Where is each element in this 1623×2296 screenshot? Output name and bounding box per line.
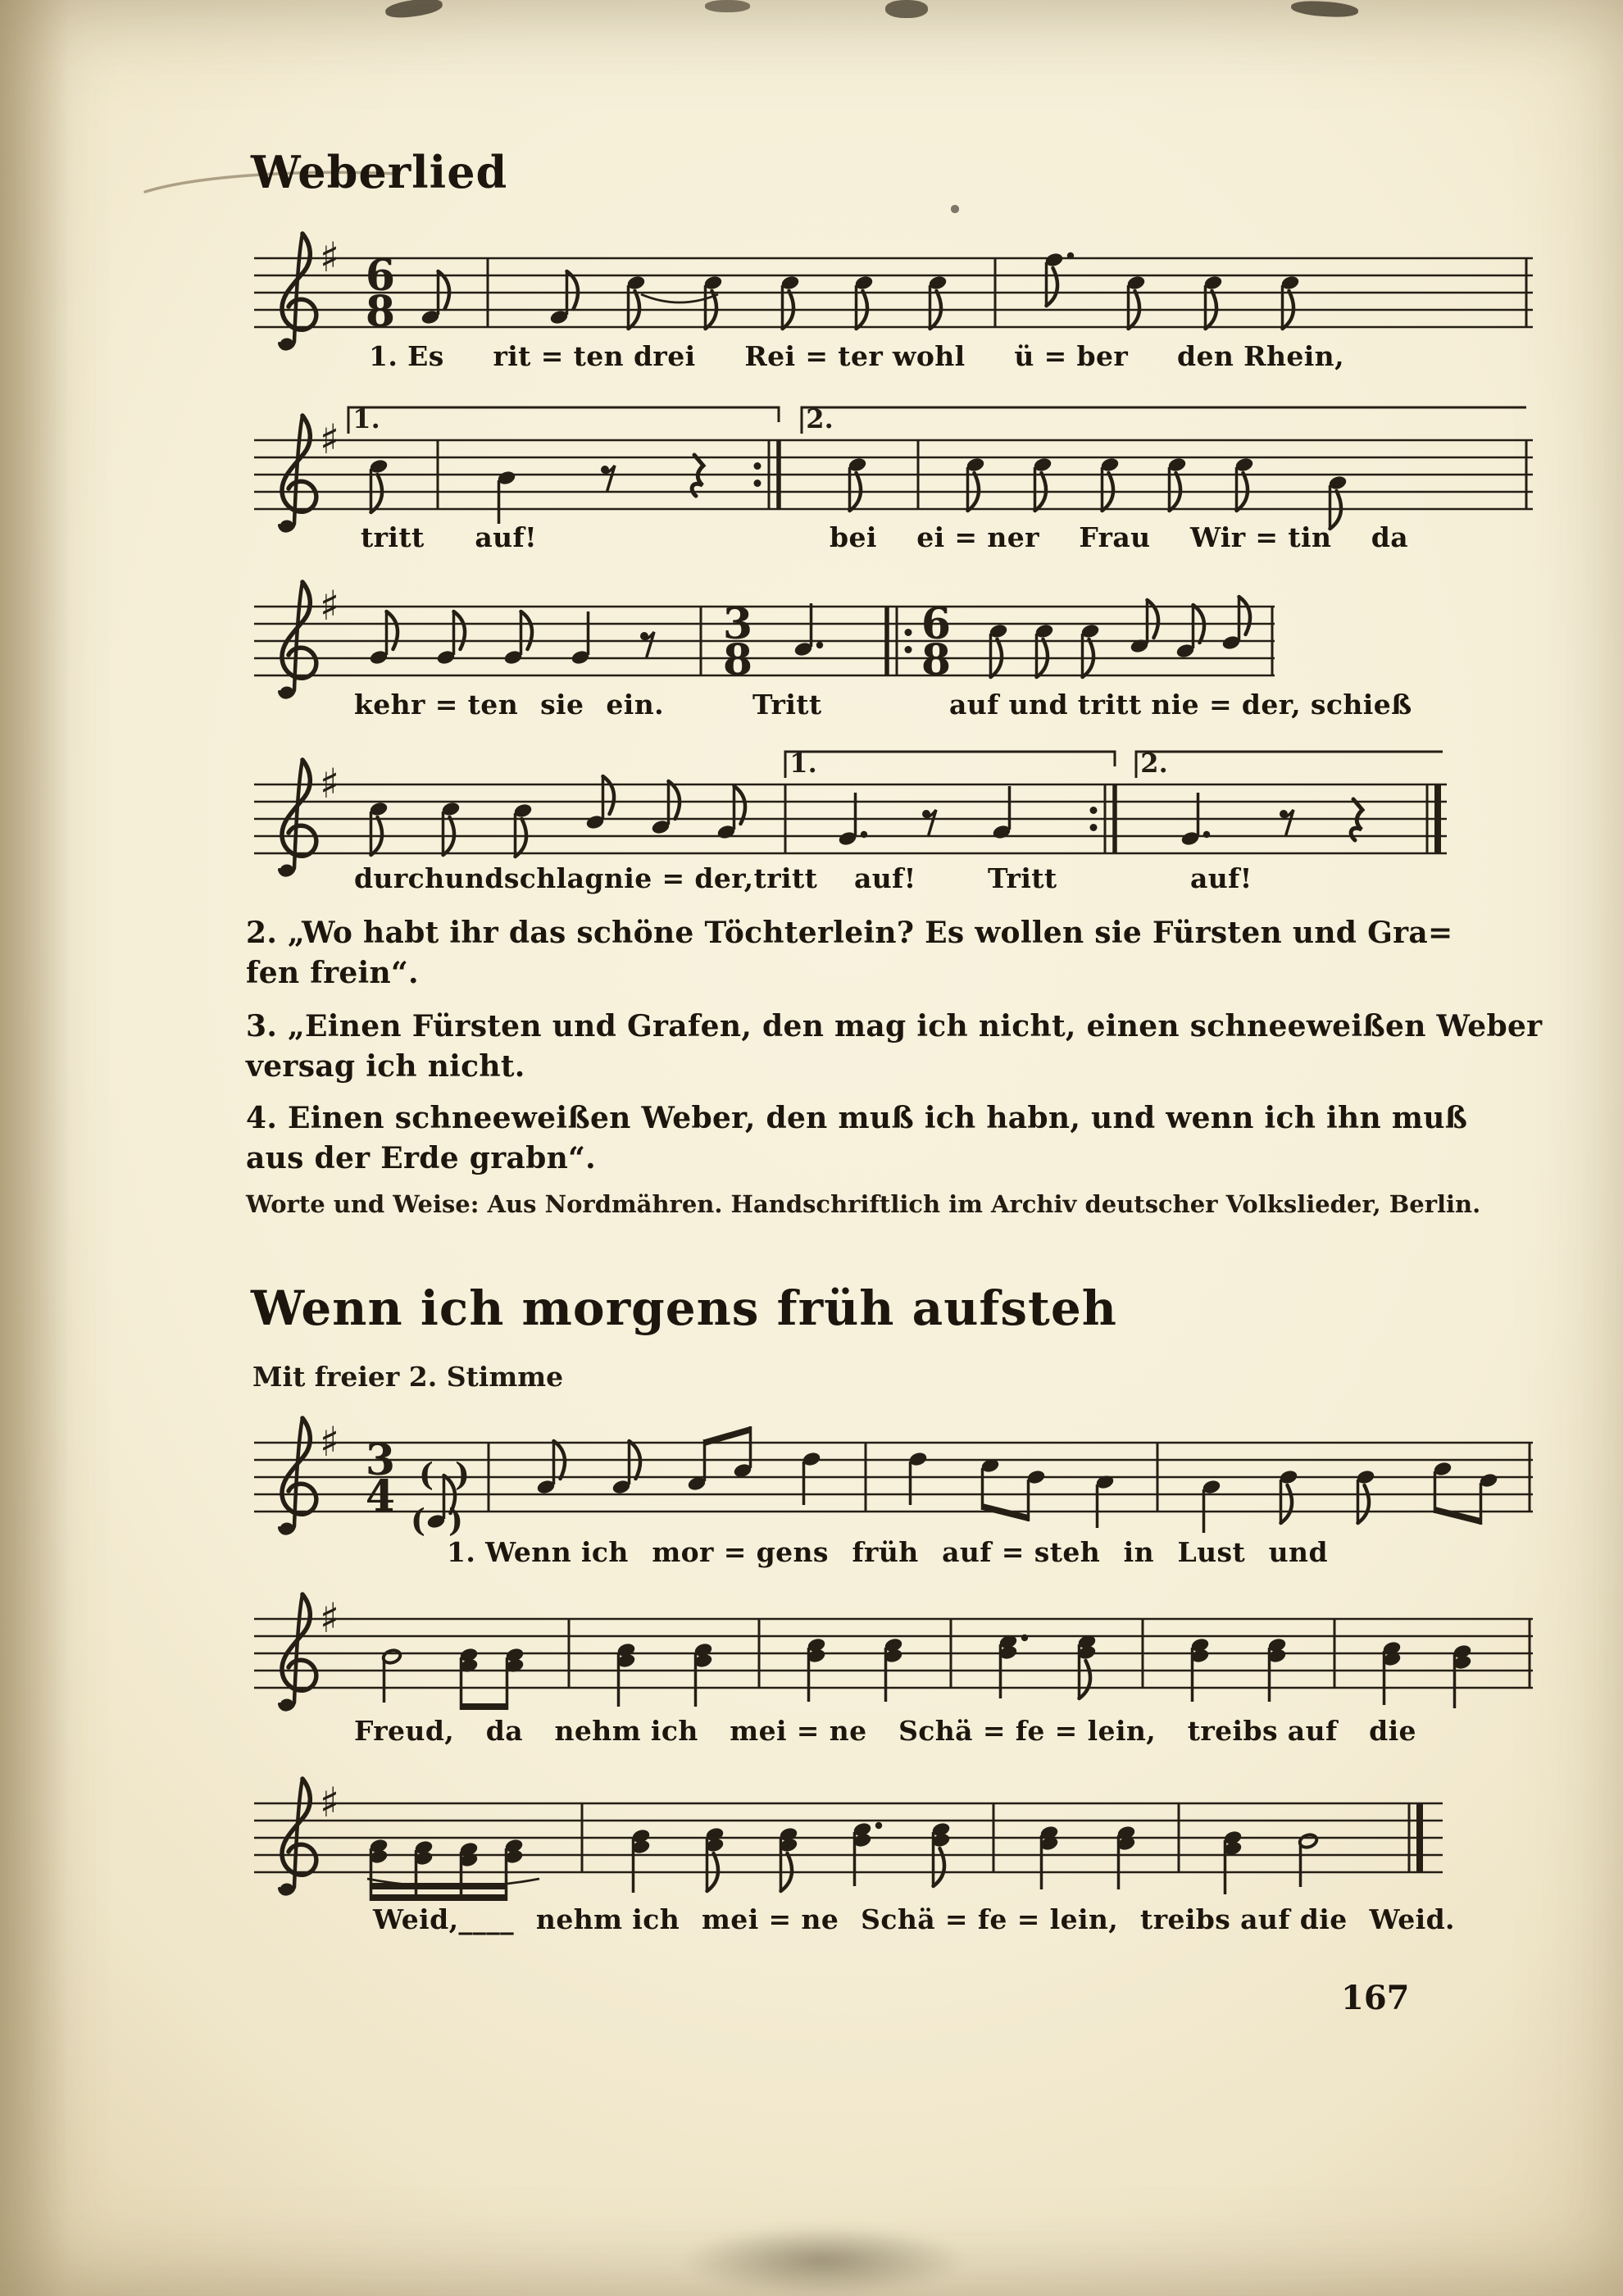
lyric-syllable: Schä = fe = lein,: [898, 1715, 1157, 1747]
lyric-syllable: in: [1123, 1536, 1154, 1568]
lyric-syllable: mei = ne: [701, 1903, 839, 1935]
svg-text:6: 6: [921, 599, 952, 649]
svg-text:6: 6: [365, 251, 396, 301]
scan-artifact: [705, 0, 750, 12]
song1-verse-4: [246, 1098, 1467, 1179]
lyric-syllable: sie: [540, 689, 584, 721]
lyric-syllable: treibs auf: [1187, 1715, 1338, 1747]
lyric-syllable: auf = steh: [942, 1536, 1101, 1568]
page-number: 167: [1341, 1979, 1410, 2017]
lyric-syllable: ü = ber: [1014, 340, 1129, 372]
lyric-syllable: da: [485, 1715, 523, 1747]
svg-text:3: 3: [722, 599, 753, 649]
scan-artifact: [384, 0, 443, 20]
lyric-syllable: mor = gens: [652, 1536, 829, 1568]
lyric-syllable: mei = ne: [730, 1715, 867, 1747]
song1-lyrics-line1: [369, 340, 1344, 372]
song2-lyrics-line1: [447, 1536, 1328, 1568]
svg-text:1.: 1.: [352, 403, 380, 434]
svg-text:♯: ♯: [319, 1418, 340, 1466]
lyric-syllable: früh: [852, 1536, 919, 1568]
ink-speck: [951, 205, 959, 213]
lyric-syllable: Lust: [1177, 1536, 1246, 1568]
lyric-syllable: nie = der,: [603, 862, 754, 894]
verse-line: 2. „Wo habt ihr das schöne Töchterlein? Es wollen sie Fürsten und Gra=: [246, 916, 1453, 950]
lyric-syllable: und: [444, 862, 504, 894]
svg-text:8: 8: [722, 635, 753, 685]
lyric-syllable: da: [1371, 521, 1408, 553]
song1-lyrics-line4a: [354, 862, 818, 894]
lyric-syllable: tritt: [753, 862, 818, 894]
svg-text:♯: ♯: [319, 416, 340, 463]
verse-line: aus der Erde grabn“.: [246, 1140, 596, 1175]
svg-text:): ): [448, 1502, 463, 1539]
page-left-edge-shading: [0, 0, 70, 2296]
scan-artifact: [1290, 0, 1358, 19]
svg-text:4: 4: [365, 1471, 396, 1521]
lyric-syllable: Rei = ter wohl: [744, 340, 966, 372]
song2-title: Wenn ich morgens früh aufsteh: [251, 1280, 1117, 1336]
lyric-syllable: rit = ten drei: [493, 340, 696, 372]
song1-lyrics-line4b: auf!: [854, 862, 916, 894]
lyric-syllable: die: [1369, 1715, 1416, 1747]
song1-lyrics-line2a: [361, 521, 537, 553]
song1-lyrics-line3c: auf und tritt nie = der, schieß: [949, 689, 1412, 721]
song1-lyrics-line3a: [354, 689, 664, 721]
svg-text:2.: 2.: [806, 403, 834, 434]
scan-artifact: [885, 0, 928, 18]
song2-lyrics-line3: [373, 1903, 1455, 1935]
lyric-syllable: auf!: [475, 521, 537, 553]
lyric-syllable: kehr = ten: [354, 689, 519, 721]
svg-text:♯: ♯: [319, 1779, 340, 1826]
song1-lyrics-line3b: Tritt: [752, 689, 822, 721]
lyric-syllable: Schä = fe = lein,: [861, 1903, 1119, 1935]
lyric-syllable: Freud,: [354, 1715, 455, 1747]
svg-text:♯: ♯: [319, 1594, 340, 1642]
lyric-syllable: den Rhein,: [1176, 340, 1344, 372]
lyric-syllable: tritt: [361, 521, 425, 553]
lyric-syllable: ein.: [606, 689, 664, 721]
verse-line: versag ich nicht.: [246, 1048, 525, 1084]
lyric-syllable: 1. Wenn ich: [447, 1536, 629, 1568]
lyric-syllable: bei: [830, 521, 877, 553]
verse-line: 3. „Einen Fürsten und Grafen, den mag ich nicht, einen schneeweißen Weber: [246, 1009, 1543, 1043]
svg-text:♯: ♯: [319, 582, 340, 630]
lyric-syllable: und: [1268, 1536, 1328, 1568]
lyric-syllable: nehm ich: [554, 1715, 698, 1747]
song1-title: Weberlied: [251, 146, 508, 198]
verse-line: 4. Einen schneeweißen Weber, den muß ich habn, und wenn ich ihn muß: [246, 1101, 1468, 1135]
svg-text:8: 8: [365, 287, 396, 337]
svg-text:1.: 1.: [789, 748, 817, 779]
song2-lyrics-line2: [354, 1715, 1416, 1747]
scan-smudge-bottom: [680, 2226, 967, 2296]
lyric-syllable: Wir = tin: [1189, 521, 1332, 553]
lyric-syllable: 1. Es: [369, 340, 444, 372]
svg-text:2.: 2.: [1140, 748, 1168, 779]
lyric-syllable: nehm ich: [535, 1903, 680, 1935]
song1-lyrics-line2b: [830, 521, 1408, 553]
song1-verse-2: [246, 913, 1453, 993]
song1-source-note: Worte und Weise: Aus Nordmähren. Handschriftlich im Archiv deutscher Volkslieder, Berlin.: [246, 1190, 1481, 1218]
lyric-syllable: Weid,____: [373, 1903, 515, 1935]
song1-verse-3: [246, 1007, 1542, 1087]
svg-text:(: (: [419, 1456, 434, 1493]
verse-line: fen frein“.: [246, 955, 419, 990]
lyric-syllable: ei = ner: [916, 521, 1039, 553]
lyric-syllable: schlag: [503, 862, 604, 894]
song1-lyrics-line4c: Tritt: [988, 862, 1057, 894]
lyric-syllable: durch: [354, 862, 445, 894]
lyric-syllable: treibs auf die: [1140, 1903, 1348, 1935]
svg-text:(: (: [411, 1502, 425, 1539]
lyric-syllable: Frau: [1079, 521, 1151, 553]
svg-text:): ): [455, 1456, 470, 1493]
song2-subtitle: Mit freier 2. Stimme: [252, 1361, 564, 1393]
svg-text:8: 8: [921, 635, 952, 685]
svg-text:3: 3: [365, 1435, 396, 1485]
svg-text:♯: ♯: [319, 760, 340, 807]
song1-lyrics-line4d: auf!: [1190, 862, 1252, 894]
svg-text:♯: ♯: [319, 234, 340, 281]
lyric-syllable: Weid.: [1369, 1903, 1455, 1935]
